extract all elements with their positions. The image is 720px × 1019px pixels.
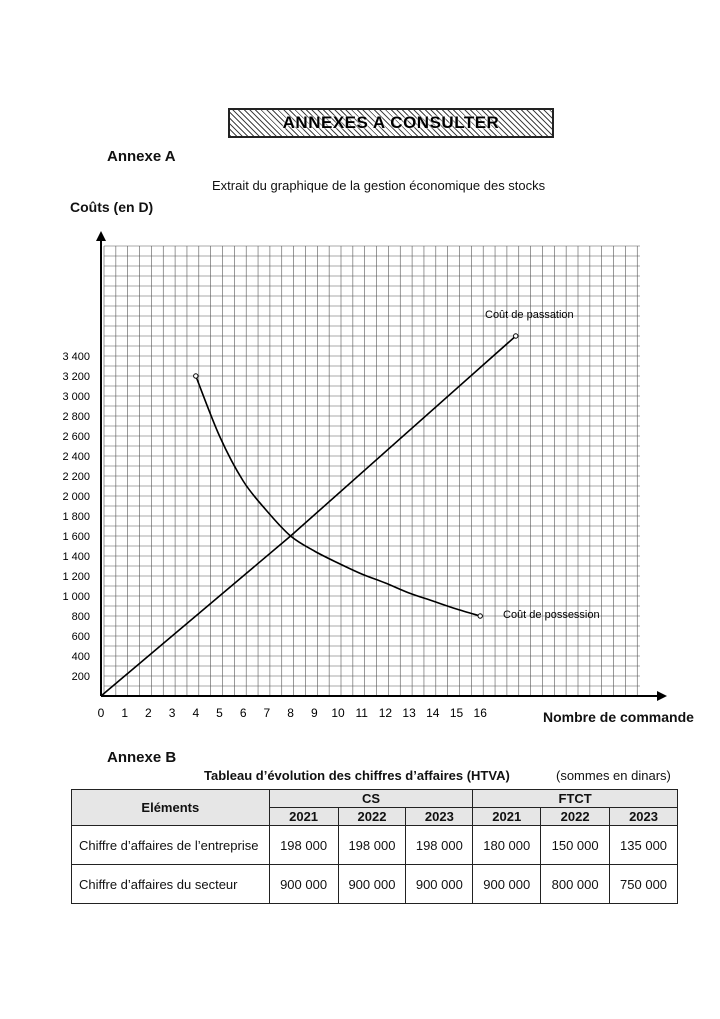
table-cell: 198 000 bbox=[406, 826, 473, 865]
table-row bbox=[72, 865, 678, 904]
x-tick-label: 2 bbox=[145, 706, 152, 720]
y-tick-label: 3 000 bbox=[62, 391, 90, 403]
y-tick-label: 2 200 bbox=[62, 471, 90, 483]
y-tick-label: 2 800 bbox=[62, 411, 90, 423]
x-tick-label: 0 bbox=[97, 706, 105, 720]
table-cell: 900 000 bbox=[406, 865, 473, 904]
table-cell: 900 000 bbox=[269, 865, 338, 904]
x-tick-label: 7 bbox=[263, 706, 271, 720]
x-axis-label: Nombre de commande bbox=[543, 709, 694, 725]
series-label: Coût de possession bbox=[503, 609, 600, 621]
series-start-point bbox=[194, 374, 198, 378]
table-row bbox=[72, 826, 678, 865]
x-tick-label: 5 bbox=[216, 706, 223, 720]
y-tick-label: 800 bbox=[71, 611, 90, 623]
y-tick-label: 1 800 bbox=[62, 511, 90, 523]
table-cell: 180 000 bbox=[473, 826, 541, 865]
year-header: 2022 bbox=[338, 808, 406, 826]
table-caption: Tableau d’évolution des chiffres d’affaires (HTVA) bbox=[204, 768, 510, 783]
turnover-table bbox=[71, 789, 678, 904]
y-axis-label: Coûts (en D) bbox=[70, 199, 154, 215]
x-tick-label: 4 bbox=[192, 706, 200, 720]
x-axis-arrow bbox=[657, 691, 667, 701]
table-cell: 900 000 bbox=[338, 865, 406, 904]
series-label: Coût de passation bbox=[485, 309, 574, 321]
series-end-point bbox=[514, 334, 518, 338]
x-tick-label: 1 bbox=[121, 706, 129, 720]
table-unit: (sommes en dinars) bbox=[556, 768, 671, 783]
annexe-a-title: Annexe A bbox=[107, 148, 176, 165]
year-header: 2023 bbox=[610, 808, 678, 826]
group-ftct: FTCT bbox=[473, 790, 678, 808]
group-cs: CS bbox=[269, 790, 473, 808]
row-label: Chiffre d’affaires du secteur bbox=[72, 865, 270, 904]
y-tick-label: 2 000 bbox=[62, 491, 90, 503]
x-tick-label: 9 bbox=[310, 706, 318, 720]
y-tick-label: 3 200 bbox=[62, 371, 90, 383]
x-tick-label: 8 bbox=[287, 706, 294, 720]
y-tick-label: 3 400 bbox=[62, 351, 90, 363]
y-tick-label: 1 600 bbox=[62, 531, 90, 543]
table-cell: 135 000 bbox=[610, 826, 678, 865]
banner-title: ANNEXES A CONSULTER bbox=[282, 113, 500, 132]
x-tick-label: 10 bbox=[331, 706, 345, 720]
y-tick-label: 2 400 bbox=[62, 451, 90, 463]
y-tick-label: 1 400 bbox=[62, 551, 90, 563]
table-cell: 800 000 bbox=[541, 865, 610, 904]
year-header: 2021 bbox=[269, 808, 338, 826]
y-tick-label: 1 000 bbox=[62, 591, 90, 603]
x-tick-label: 13 bbox=[402, 706, 416, 720]
table-cell: 750 000 bbox=[610, 865, 678, 904]
x-tick-label: 12 bbox=[378, 706, 393, 720]
y-tick-label: 200 bbox=[71, 671, 90, 683]
y-axis-arrow bbox=[96, 231, 106, 241]
x-tick-label: 6 bbox=[239, 706, 247, 720]
x-tick-label: 11 bbox=[355, 706, 368, 720]
x-tick-label: 14 bbox=[426, 706, 440, 720]
table-cell: 198 000 bbox=[269, 826, 338, 865]
chart-caption: Extrait du graphique de la gestion économique des stocks bbox=[212, 178, 546, 193]
row-label: Chiffre d’affaires de l’entreprise bbox=[72, 826, 270, 865]
year-header: 2022 bbox=[541, 808, 610, 826]
x-tick-label: 15 bbox=[449, 706, 464, 720]
x-tick-label: 3 bbox=[168, 706, 176, 720]
table-cell: 150 000 bbox=[541, 826, 610, 865]
year-header: 2021 bbox=[473, 808, 541, 826]
x-tick-label: 16 bbox=[473, 706, 487, 720]
header-elements: Eléments bbox=[72, 790, 270, 826]
y-tick-label: 400 bbox=[71, 651, 90, 663]
year-header: 2023 bbox=[406, 808, 473, 826]
annexe-b-title: Annexe B bbox=[107, 749, 177, 766]
table-cell: 900 000 bbox=[473, 865, 541, 904]
table-cell: 198 000 bbox=[338, 826, 406, 865]
y-tick-label: 600 bbox=[71, 631, 90, 643]
y-tick-label: 1 200 bbox=[62, 571, 90, 583]
series-end-point bbox=[478, 614, 482, 618]
y-tick-label: 2 600 bbox=[62, 431, 90, 443]
